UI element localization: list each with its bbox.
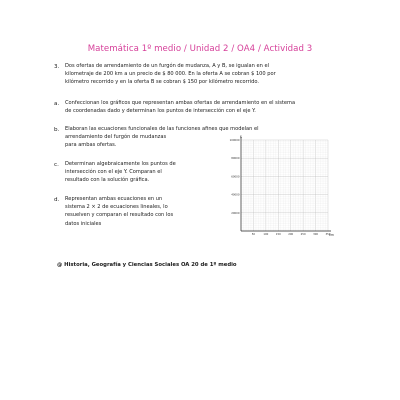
y-tick-labels (230, 138, 240, 215)
part-b-line: arrendamiento del furgón de mudanzas (65, 134, 167, 141)
y-tick-label: 60000 (231, 175, 240, 179)
part-d-text (65, 195, 173, 228)
part-c-line: resultado con la solución gráfica. (65, 177, 150, 184)
question-statement (65, 62, 276, 87)
y-tick-label: 20000 (231, 211, 240, 215)
question-number: 3. (54, 64, 60, 70)
part-d-line: datos iniciales (65, 220, 102, 227)
grid-lines (241, 140, 328, 231)
part-c-text (65, 160, 176, 185)
question-line: kilometraje de 200 km a un precio de $ 80 000. En la oferta A se cobran $ 100 por (65, 71, 276, 78)
part-c-label: c. (54, 162, 59, 168)
question-line: Dos ofertas de arrendamiento de un furgón de mudanza, A y B, se igualan en el (65, 63, 269, 69)
part-d-label: d. (54, 197, 60, 203)
y-tick-label: 40000 (231, 193, 240, 197)
part-a-label: a. (54, 101, 60, 107)
part-b-line: para ambas ofertas. (65, 142, 117, 149)
part-b-label: b. (54, 127, 60, 133)
x-tick-label: 200 (288, 233, 294, 236)
question-line: kilómetro recorrido y en la oferta B se cobran $ 150 por kilómetro recorrido. (65, 79, 260, 86)
y-tick-label: 80000 (231, 157, 240, 161)
part-a-line: Confeccionan los gráficos que representan ambas ofertas de arrendamiento en el sistema (65, 100, 296, 106)
x-tick-label: 300 (313, 233, 319, 236)
part-c-line: Determinan algebraicamente los puntos de (65, 161, 176, 167)
x-axis-label: km (329, 233, 334, 237)
x-tick-label: 50 (251, 233, 256, 236)
part-d-line: sistema 2 × 2 de ecuaciones lineales, lo (65, 204, 168, 211)
x-tick-label: 350 (325, 233, 331, 236)
x-tick-label: 150 (275, 233, 281, 236)
page-title: Matemática 1º medio / Unidad 2 / OA4 / Actividad 3 (87, 44, 313, 54)
part-a-text (65, 99, 295, 115)
x-tick-labels (252, 232, 331, 236)
y-tick-label: 100000 (229, 139, 240, 142)
x-tick-label: 100 (263, 233, 269, 236)
axes (241, 137, 331, 231)
coordinate-grid (224, 132, 336, 240)
part-c-line: intersección con el eje Y. Comparan el (65, 169, 162, 176)
part-d-line: resuelven y comparan el resultado con los (65, 212, 174, 219)
part-b-line: Elaboran las ecuaciones funcionales de las funciones afines que modelan el (65, 126, 259, 132)
footer-reference: @ Historia, Geografía y Ciencias Sociales OA 20 de 1º medio (57, 262, 237, 268)
part-d-line: Representan ambas ecuaciones en un (65, 196, 163, 202)
x-tick-label: 250 (300, 233, 306, 236)
part-a-line: de coordenadas dado y determinan los puntos de intersección con el eje Y. (65, 108, 256, 115)
y-axis-label: $ (239, 135, 243, 139)
